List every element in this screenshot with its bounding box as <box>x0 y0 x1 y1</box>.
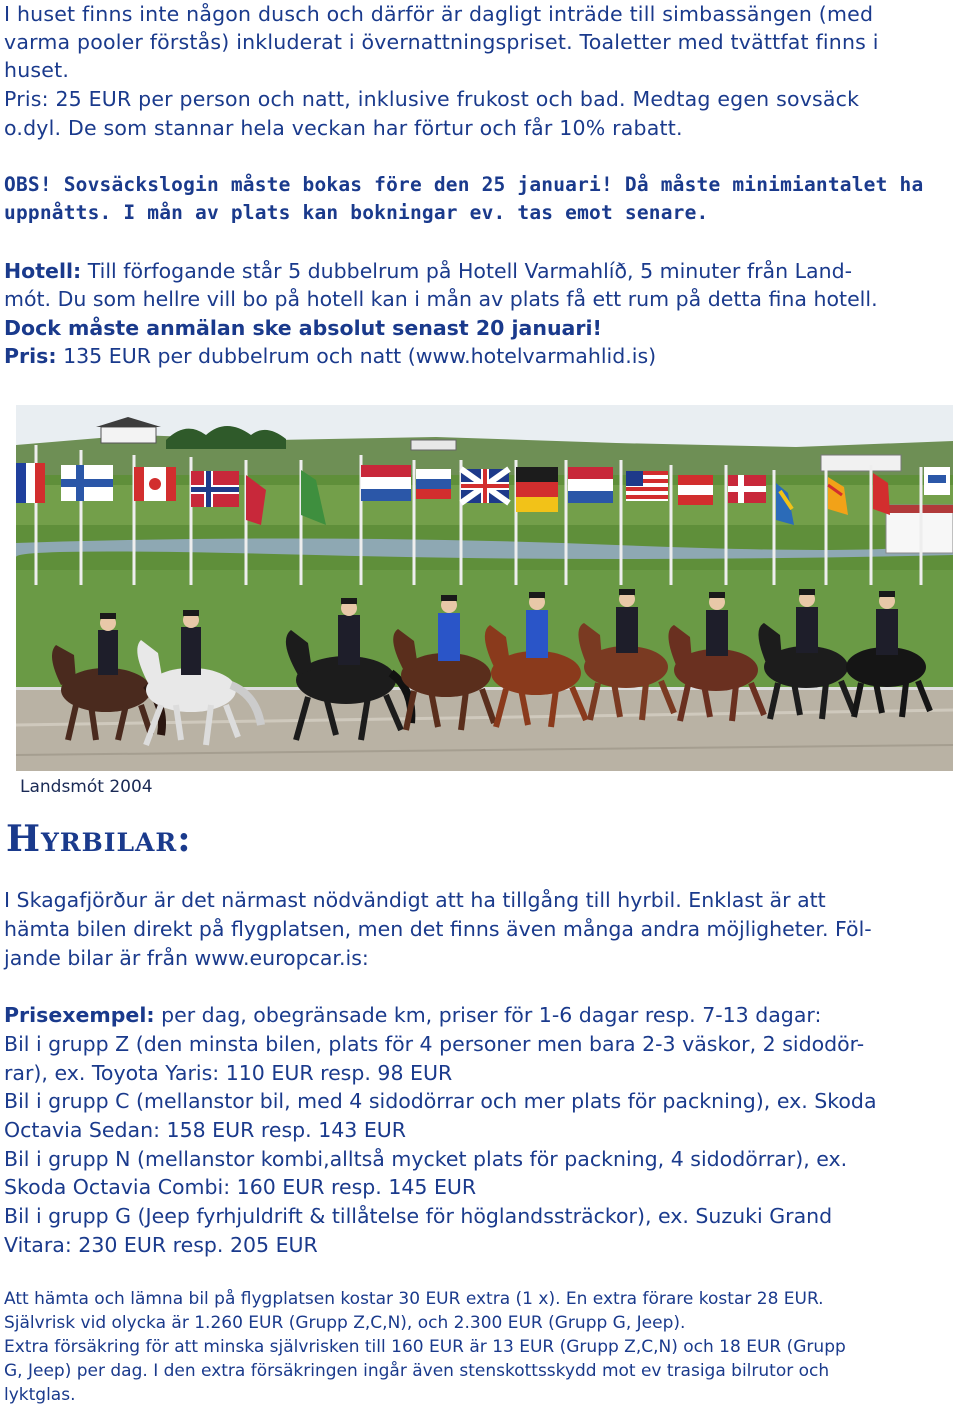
rental-intro-line-1: I Skagafjörður är det närmast nödvändigt att ha tillgång till hyrbil. Enklast är att <box>4 888 826 912</box>
hotel-price-line <box>4 342 656 371</box>
horses-and-flags-illustration <box>16 405 953 771</box>
intro-line-1: I huset finns inte någon dusch och därför är dagligt inträde till simbassängen (med <box>4 2 874 26</box>
price-example-line <box>4 1001 821 1030</box>
price-example-label: Prisexempel: <box>4 1003 155 1027</box>
car-group-line: Vitara: 230 EUR resp. 205 EUR <box>4 1233 318 1257</box>
intro-price-text: 25 EUR per person och natt, inklusive frukost och bad. Medtag egen sovsäck <box>55 87 860 111</box>
rental-note-line: Extra försäkring för att minska självrisken till 160 EUR är 13 EUR (Grupp Z,C,N) och 18 EUR (Grupp <box>4 1337 846 1357</box>
rental-note-line: lyktglas. <box>4 1385 76 1405</box>
car-group-line: Bil i grupp G (Jeep fyrhjuldrift & tillåtelse för höglandssträckor), ex. Suzuki Grand <box>4 1204 833 1228</box>
car-group-line: Bil i grupp C (mellanstor bil, med 4 sidodörrar och mer plats för packning), ex. Skoda <box>4 1089 877 1113</box>
car-group-line: Bil i grupp N (mellanstor kombi,alltså mycket plats för packning, 4 sidodörrar), ex. <box>4 1147 848 1171</box>
notice-line-1: OBS! Sovsäckslogin måste bokas före den 25 januari! Då måste minimiantalet ha <box>4 173 924 196</box>
intro-line-3: huset. <box>4 58 70 82</box>
hotel-price-text: 135 EUR per dubbelrum och natt (www.hotelvarmahlid.is) <box>63 344 657 368</box>
car-group-line: rar), ex. Toyota Yaris: 110 EUR resp. 98 EUR <box>4 1061 453 1085</box>
intro-price-line <box>4 85 859 114</box>
section-heading-hyrbilar: Hyrbilar: <box>6 818 192 860</box>
notice-line-2: uppnåtts. I mån av plats kan bokningar ev. tas emot senare. <box>4 201 709 224</box>
photo-caption: Landsmót 2004 <box>20 777 153 797</box>
rental-note-line: Att hämta och lämna bil på flygplatsen kostar 30 EUR extra (1 x). En extra förare kostar 28 EUR. <box>4 1289 824 1309</box>
rental-note-line: G, Jeep) per dag. I den extra försäkringen ingår även stenskottsskydd mot ev trasiga bilrutor och <box>4 1361 830 1381</box>
rental-intro-line-3: jande bilar är från www.europcar.is: <box>4 946 369 970</box>
rental-note-line: Självrisk vid olycka är 1.260 EUR (Grupp Z,C,N), och 2.300 EUR (Grupp G, Jeep). <box>4 1313 686 1333</box>
landsmot-photo <box>16 405 953 771</box>
intro-line-5: o.dyl. De som stannar hela veckan har förtur och får 10% rabatt. <box>4 116 683 140</box>
hotel-label: Hotell: <box>4 259 82 283</box>
hotel-price-label: Pris: <box>4 344 57 368</box>
car-group-line: Skoda Octavia Combi: 160 EUR resp. 145 EUR <box>4 1175 477 1199</box>
intro-line-2: varma pooler förstås) inkluderat i övernattningspriset. Toaletter med tvättfat finns i <box>4 30 879 54</box>
car-group-line: Bil i grupp Z (den minsta bilen, plats för 4 personer men bara 2-3 väskor, 2 sidodör- <box>4 1032 865 1056</box>
intro-price-label: Pris: <box>4 87 49 111</box>
rental-intro-line-2: hämta bilen direkt på flygplatsen, men det finns även många andra möjligheter. Föl- <box>4 917 872 941</box>
price-example-text: per dag, obegränsade km, priser för 1-6 dagar resp. 7-13 dagar: <box>161 1003 822 1027</box>
hotel-line-1 <box>4 257 852 286</box>
hotel-line-1-text: Till förfogande står 5 dubbelrum på Hotell Varmahlíð, 5 minuter från Land- <box>87 259 852 283</box>
car-group-line: Octavia Sedan: 158 EUR resp. 143 EUR <box>4 1118 407 1142</box>
hotel-deadline: Dock måste anmälan ske absolut senast 20 januari! <box>4 316 602 340</box>
hotel-line-2: mót. Du som hellre vill bo på hotell kan i mån av plats få ett rum på detta fina hotell. <box>4 287 878 311</box>
